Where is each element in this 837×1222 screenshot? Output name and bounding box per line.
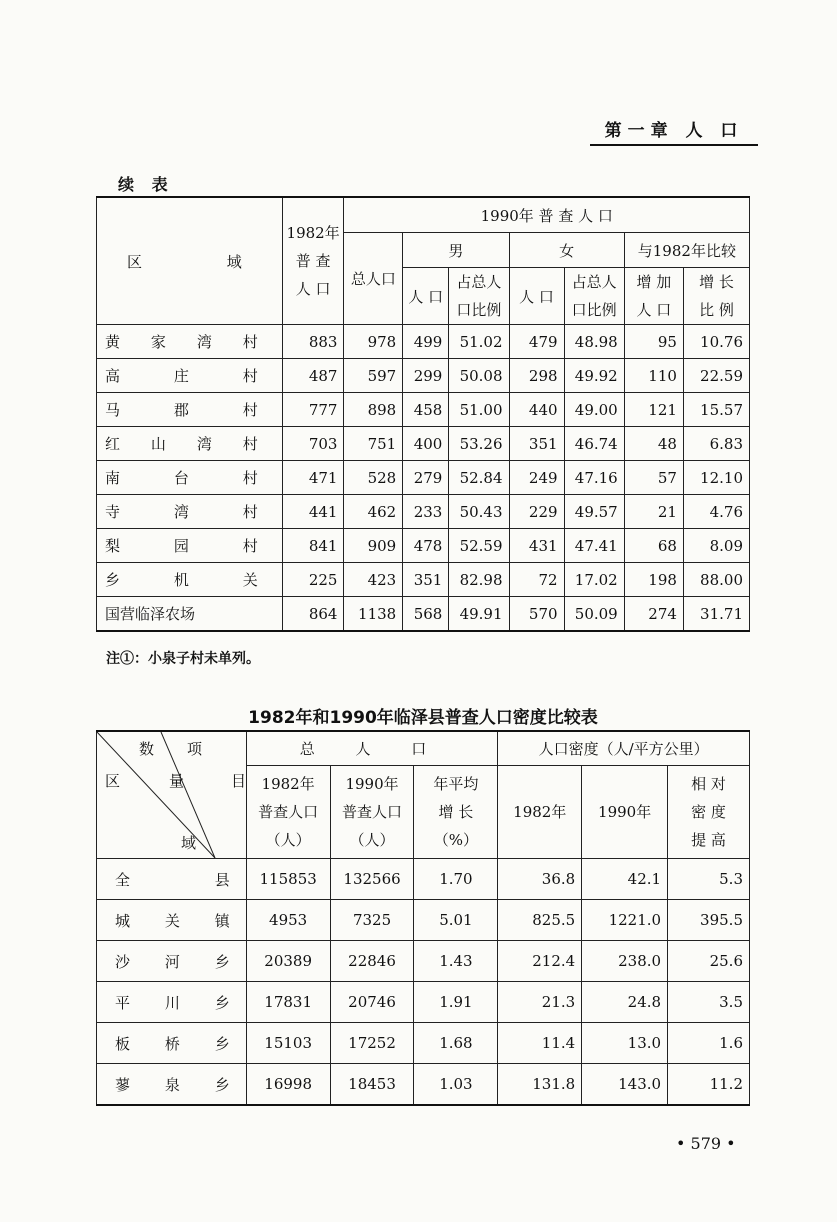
table-row xyxy=(97,1064,750,1106)
header-growth-ratio xyxy=(683,268,749,325)
header-1982-line1: 1982年 xyxy=(286,224,340,242)
header-male: 男 xyxy=(403,233,509,268)
cell-male: 478 xyxy=(403,529,449,563)
cell-total: 978 xyxy=(344,325,403,359)
region-name: 乡机关 xyxy=(97,563,283,597)
growth-line2: 比 例 xyxy=(699,301,734,319)
header-total-population: 总 人 口 xyxy=(246,731,498,765)
cell-female: 570 xyxy=(509,597,564,632)
table-row xyxy=(97,461,750,495)
region-name: 黄家湾村 xyxy=(97,325,283,359)
cell-inc-pct: 8.09 xyxy=(683,529,749,563)
cell-d1990: 42.1 xyxy=(582,859,668,900)
inc-line1: 增 加 xyxy=(636,273,672,291)
cell-inc: 21 xyxy=(624,495,683,529)
ratio-line2: 口比例 xyxy=(571,301,617,319)
cell-d1982: 36.8 xyxy=(498,859,582,900)
cell-female: 479 xyxy=(509,325,564,359)
header-1982-line2: 普 查 xyxy=(295,252,331,270)
cell-p1982: 777 xyxy=(282,393,344,427)
cell-d1990: 143.0 xyxy=(582,1064,668,1106)
growth-line1: 增 长 xyxy=(699,273,734,291)
region-name: 全县 xyxy=(97,859,247,900)
region-name: 平川乡 xyxy=(97,982,247,1023)
ratio-line2: 口比例 xyxy=(456,301,502,319)
cell-female-pct: 49.92 xyxy=(564,359,624,393)
cell-growth: 1.03 xyxy=(414,1064,498,1106)
cell-growth: 1.43 xyxy=(414,941,498,982)
header-density-1982: 1982年 xyxy=(498,765,582,858)
cell-growth: 1.68 xyxy=(414,1023,498,1064)
region-name: 高庄村 xyxy=(97,359,283,393)
diagonal-header-cell xyxy=(97,731,247,859)
cell-male-pct: 52.84 xyxy=(449,461,509,495)
c2-line3: （人） xyxy=(349,830,395,849)
header-male-ratio xyxy=(449,268,509,325)
table-row xyxy=(97,941,750,982)
c1-line2: 普查人口 xyxy=(258,802,319,821)
cell-p1982: 225 xyxy=(282,563,344,597)
rel-line3: 提 高 xyxy=(691,830,726,849)
cell-inc: 95 xyxy=(624,325,683,359)
cell-inc: 48 xyxy=(624,427,683,461)
cell-total: 898 xyxy=(344,393,403,427)
cell-p1982: 864 xyxy=(282,597,344,632)
cell-d1990: 24.8 xyxy=(582,982,668,1023)
cell-p1982: 17831 xyxy=(246,982,330,1023)
cell-d1990: 238.0 xyxy=(582,941,668,982)
diag-label-xiang: 项 xyxy=(187,740,203,758)
region-name: 马郡村 xyxy=(97,393,283,427)
cell-inc: 198 xyxy=(624,563,683,597)
header-1982-line3: 人 口 xyxy=(295,280,331,298)
cell-female-pct: 17.02 xyxy=(564,563,624,597)
cell-p1982: 883 xyxy=(282,325,344,359)
cell-male: 400 xyxy=(403,427,449,461)
cell-total: 423 xyxy=(344,563,403,597)
cell-p1990: 18453 xyxy=(330,1064,414,1106)
cell-male: 458 xyxy=(403,393,449,427)
table-row xyxy=(97,859,750,900)
c3-line1: 年平均 xyxy=(433,774,479,793)
cell-total: 909 xyxy=(344,529,403,563)
cell-p1982: 15103 xyxy=(246,1023,330,1064)
cell-male: 233 xyxy=(403,495,449,529)
chapter-title: 第一章 人 口 xyxy=(590,116,758,146)
cell-female-pct: 46.74 xyxy=(564,427,624,461)
cell-inc-pct: 10.76 xyxy=(683,325,749,359)
table-row xyxy=(97,563,750,597)
cell-inc-pct: 12.10 xyxy=(683,461,749,495)
header-density: 人口密度（人/平方公里） xyxy=(498,731,750,765)
diag-label-mu: 目 xyxy=(231,772,247,790)
cell-total: 751 xyxy=(344,427,403,461)
header-1990-census: 1990年 普 查 人 口 xyxy=(344,197,750,233)
cell-p1982: 16998 xyxy=(246,1064,330,1106)
rel-line2: 密 度 xyxy=(691,802,726,821)
cell-female-pct: 48.98 xyxy=(564,325,624,359)
cell-inc: 57 xyxy=(624,461,683,495)
diag-label-qu: 区 xyxy=(105,772,121,790)
region-name: 城关镇 xyxy=(97,900,247,941)
cell-p1982: 471 xyxy=(282,461,344,495)
inc-line2: 人 口 xyxy=(636,301,672,319)
cell-male: 351 xyxy=(403,563,449,597)
cell-inc-pct: 6.83 xyxy=(683,427,749,461)
diag-label-yu: 域 xyxy=(181,834,197,852)
ratio-line1: 占总人 xyxy=(456,273,502,291)
cell-p1982: 703 xyxy=(282,427,344,461)
cell-p1982: 4953 xyxy=(246,900,330,941)
header-male-people: 人 口 xyxy=(403,268,449,325)
region-name: 蓼泉乡 xyxy=(97,1064,247,1106)
cell-p1982: 20389 xyxy=(246,941,330,982)
cell-d1982: 11.4 xyxy=(498,1023,582,1064)
cell-female: 440 xyxy=(509,393,564,427)
cell-p1982: 487 xyxy=(282,359,344,393)
cell-growth: 5.01 xyxy=(414,900,498,941)
cell-male-pct: 53.26 xyxy=(449,427,509,461)
cell-rel: 395.5 xyxy=(668,900,750,941)
header-female-people: 人 口 xyxy=(509,268,564,325)
region-name: 南台村 xyxy=(97,461,283,495)
cell-inc-pct: 22.59 xyxy=(683,359,749,393)
cell-male: 299 xyxy=(403,359,449,393)
header-female: 女 xyxy=(509,233,624,268)
cell-female-pct: 49.57 xyxy=(564,495,624,529)
continued-table-label: 续 表 xyxy=(118,175,174,194)
cell-growth: 1.70 xyxy=(414,859,498,900)
density-table-title: 1982年和1990年临泽县普查人口密度比较表 xyxy=(248,708,598,728)
cell-male-pct: 51.00 xyxy=(449,393,509,427)
header-relative-density xyxy=(668,765,750,858)
cell-male: 568 xyxy=(403,597,449,632)
cell-p1982: 441 xyxy=(282,495,344,529)
header-female-ratio xyxy=(564,268,624,325)
cell-rel: 1.6 xyxy=(668,1023,750,1064)
table-row xyxy=(97,982,750,1023)
village-population-table xyxy=(96,196,750,632)
table-row xyxy=(97,393,750,427)
cell-total: 462 xyxy=(344,495,403,529)
cell-female: 298 xyxy=(509,359,564,393)
cell-inc-pct: 15.57 xyxy=(683,393,749,427)
cell-d1982: 212.4 xyxy=(498,941,582,982)
cell-d1982: 21.3 xyxy=(498,982,582,1023)
cell-inc: 121 xyxy=(624,393,683,427)
cell-male: 499 xyxy=(403,325,449,359)
cell-d1990: 13.0 xyxy=(582,1023,668,1064)
cell-p1990: 20746 xyxy=(330,982,414,1023)
cell-p1990: 132566 xyxy=(330,859,414,900)
cell-male-pct: 52.59 xyxy=(449,529,509,563)
header-annual-growth xyxy=(414,765,498,858)
cell-male-pct: 51.02 xyxy=(449,325,509,359)
cell-rel: 5.3 xyxy=(668,859,750,900)
cell-inc: 68 xyxy=(624,529,683,563)
cell-inc: 110 xyxy=(624,359,683,393)
cell-total: 597 xyxy=(344,359,403,393)
table-row xyxy=(97,529,750,563)
table-row xyxy=(97,597,750,632)
cell-female-pct: 50.09 xyxy=(564,597,624,632)
page-number: • 579 • xyxy=(676,1134,736,1153)
cell-p1990: 17252 xyxy=(330,1023,414,1064)
diag-label-liang: 量 xyxy=(169,772,185,790)
table-row xyxy=(97,427,750,461)
table-row xyxy=(97,325,750,359)
table-row xyxy=(97,359,750,393)
cell-d1990: 1221.0 xyxy=(582,900,668,941)
header-1982-census xyxy=(282,197,344,325)
region-name: 沙河乡 xyxy=(97,941,247,982)
cell-male: 279 xyxy=(403,461,449,495)
cell-rel: 25.6 xyxy=(668,941,750,982)
header-density-1990: 1990年 xyxy=(582,765,668,858)
c3-line3: （%） xyxy=(433,830,479,849)
table-row xyxy=(97,900,750,941)
cell-female: 229 xyxy=(509,495,564,529)
header-increase-people xyxy=(624,268,683,325)
cell-female-pct: 47.16 xyxy=(564,461,624,495)
cell-p1990: 22846 xyxy=(330,941,414,982)
header-compare-1982: 与1982年比较 xyxy=(624,233,749,268)
cell-male-pct: 50.43 xyxy=(449,495,509,529)
density-comparison-table xyxy=(96,730,750,1106)
region-name: 梨园村 xyxy=(97,529,283,563)
cell-p1982: 841 xyxy=(282,529,344,563)
c3-line2: 增 长 xyxy=(438,802,474,821)
cell-total: 528 xyxy=(344,461,403,495)
cell-p1990: 7325 xyxy=(330,900,414,941)
c2-line2: 普查人口 xyxy=(342,802,403,821)
cell-total: 1138 xyxy=(344,597,403,632)
cell-female: 431 xyxy=(509,529,564,563)
cell-male-pct: 50.08 xyxy=(449,359,509,393)
region-name: 板桥乡 xyxy=(97,1023,247,1064)
header-region: 区 域 xyxy=(97,197,283,325)
table-row xyxy=(97,495,750,529)
region-name: 国营临泽农场 xyxy=(97,597,283,632)
c1-line3: （人） xyxy=(265,830,311,849)
table-row xyxy=(97,1023,750,1064)
cell-inc-pct: 31.71 xyxy=(683,597,749,632)
c1-line1: 1982年 xyxy=(261,774,315,793)
cell-inc: 274 xyxy=(624,597,683,632)
cell-male-pct: 82.98 xyxy=(449,563,509,597)
cell-growth: 1.91 xyxy=(414,982,498,1023)
c2-line1: 1990年 xyxy=(345,774,399,793)
cell-female-pct: 49.00 xyxy=(564,393,624,427)
cell-female: 351 xyxy=(509,427,564,461)
cell-female: 72 xyxy=(509,563,564,597)
cell-male-pct: 49.91 xyxy=(449,597,509,632)
region-name: 红山湾村 xyxy=(97,427,283,461)
cell-rel: 11.2 xyxy=(668,1064,750,1106)
table-note: 注①：小泉子村未单列。 xyxy=(106,651,260,667)
cell-inc-pct: 88.00 xyxy=(683,563,749,597)
cell-p1982: 115853 xyxy=(246,859,330,900)
region-name: 寺湾村 xyxy=(97,495,283,529)
ratio-line1: 占总人 xyxy=(571,273,617,291)
header-total-population: 总人口 xyxy=(344,233,403,325)
diag-label-shu: 数 xyxy=(139,740,155,758)
cell-inc-pct: 4.76 xyxy=(683,495,749,529)
diagonal-lines xyxy=(97,732,247,858)
cell-female-pct: 47.41 xyxy=(564,529,624,563)
cell-rel: 3.5 xyxy=(668,982,750,1023)
header-1990-census xyxy=(330,765,414,858)
cell-d1982: 825.5 xyxy=(498,900,582,941)
rel-line1: 相 对 xyxy=(691,774,726,793)
header-1982-census xyxy=(246,765,330,858)
cell-d1982: 131.8 xyxy=(498,1064,582,1106)
cell-female: 249 xyxy=(509,461,564,495)
